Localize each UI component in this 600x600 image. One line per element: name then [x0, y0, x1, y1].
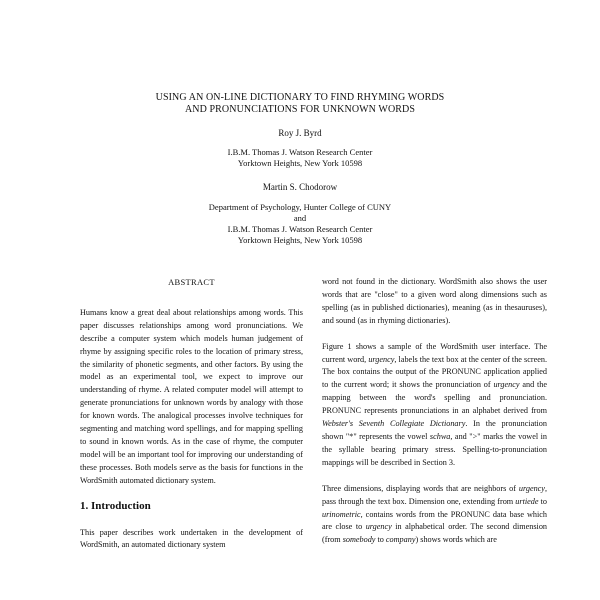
abstract-heading: ABSTRACT [168, 277, 215, 287]
abstract-text: Humans know a great deal about relationships among words. This paper discusses relationships among word pronunciations. We describe a computer system which models human judgement of rhyme by assigning specific roles to the location of primary stress, the similarity of phonetic segments, and other factors. By using the model as an experimental tool, we expect to improve our understanding of rhyme. A related computer model will attempt to generate pronunciations for unknown words by analogy with those for known words. The analogical processes involve techniques for segmenting and matching word spellings, and for mapping spelling to sound in known words. As in the case of rhyme, the computer model will be an important tool for improving our understanding of these processes. Both models serve as the basis for functions in the WordSmith automated dictionary system. [80, 307, 303, 485]
body-paragraph-3: Three dimensions, displaying words that are neighbors of urgency, pass through the text box. Dimension one, extending from urtiede to urinometric, contains words from the PRONUNC data base which are close to urgency in alphabetical order. The second dimension (from somebody to company) shows words which are [322, 483, 548, 545]
paper-title [0, 92, 600, 116]
affiliation-line: Yorktown Heights, New York 10598 [237, 158, 363, 168]
author-name-1: Roy J. Byrd [278, 128, 322, 138]
affiliation-line: I.B.M. Thomas J. Watson Research Center [227, 224, 373, 234]
introduction-text: This paper describes work undertaken in the development of WordSmith, an automated dictionary system [80, 527, 303, 550]
section-heading-introduction: 1. Introduction [80, 499, 151, 512]
example-word: urgency [518, 483, 545, 493]
example-word: company [385, 535, 416, 545]
affiliation-line: I.B.M. Thomas J. Watson Research Center [227, 147, 373, 157]
right-column [322, 276, 547, 547]
example-word: schwa [429, 431, 451, 441]
example-word: urinometric [322, 509, 361, 519]
author-affiliation-1 [0, 147, 600, 169]
example-word: somebody [342, 535, 376, 545]
affiliation-line: Department of Psychology, Hunter College of CUNY [208, 202, 392, 212]
affiliation-line: Yorktown Heights, New York 10598 [237, 235, 363, 245]
affiliation-line: and [293, 213, 307, 223]
example-word: urtiede [515, 496, 539, 506]
left-column [80, 276, 303, 552]
author-name-2: Martin S. Chodorow [262, 182, 338, 192]
example-word: urgency [493, 380, 520, 390]
body-paragraph-1: word not found in the dictionary. WordSmith also shows the user words that are "close" to a given word along dimensions such as spelling (as in published dictionaries), meaning (as in thesauruses), and sound (as in rhyming dictionaries). [322, 277, 547, 325]
example-word: urgency [368, 354, 395, 364]
title-line-1: USING AN ON-LINE DICTIONARY TO FIND RHYMING WORDS [155, 92, 445, 103]
author-affiliation-2 [0, 202, 600, 246]
source-title: Webster's Seventh Collegiate Dictionary [322, 419, 466, 429]
example-word: urgency [365, 522, 392, 532]
title-line-2: AND PRONUNCIATIONS FOR UNKNOWN WORDS [184, 104, 416, 115]
body-paragraph-2: Figure 1 shows a sample of the WordSmith user interface. The current word, urgency, labels the text box at the center of the screen. The box contains the output of the PRONUNC application applied to the current word; it shows the pronunciation of urgency and the mapping between the word's spelling and pronunciation. PRONUNC represents pronunciations in an alphabet derived from Webster's Seventh Collegiate Dictionary. In the pronunciation shown "*" represents the vowel schwa, and ">" marks the vowel in the syllable bearing primary stress. Spelling-to-pronunciation mappings will be described in Section 3. [322, 341, 547, 467]
